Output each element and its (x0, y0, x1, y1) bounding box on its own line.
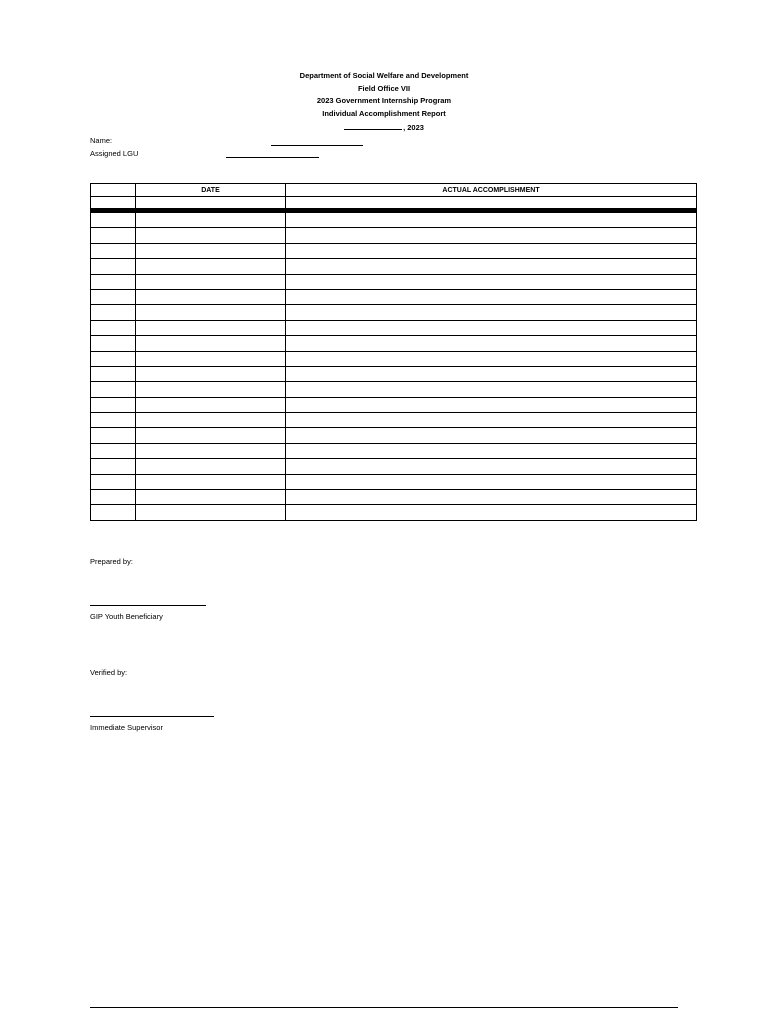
date-cell[interactable] (136, 289, 286, 304)
table-header-row (91, 184, 697, 197)
accomplishment-cell[interactable] (286, 274, 697, 289)
row-number-cell[interactable] (91, 459, 136, 474)
table-row (91, 259, 697, 274)
row-number-cell[interactable] (91, 474, 136, 489)
date-cell[interactable] (136, 305, 286, 320)
footer-rule (90, 1007, 678, 1008)
date-cell[interactable] (136, 490, 286, 505)
table-row (91, 336, 697, 351)
table-row (91, 397, 697, 412)
table-body (91, 197, 697, 521)
table-row (91, 243, 697, 258)
accomplishment-cell[interactable] (286, 305, 697, 320)
date-cell[interactable] (136, 443, 286, 458)
date-cell[interactable] (136, 397, 286, 412)
date-cell[interactable] (136, 428, 286, 443)
date-cell[interactable] (136, 413, 286, 428)
table-row (91, 305, 697, 320)
table-row (91, 490, 697, 505)
row-number-cell[interactable] (91, 397, 136, 412)
accomplishment-cell[interactable] (286, 289, 697, 304)
prepared-role: GIP Youth Beneficiary (90, 612, 163, 621)
report-year: , 2023 (403, 122, 424, 132)
accomplishment-cell[interactable] (286, 366, 697, 381)
date-cell[interactable] (136, 211, 286, 228)
date-cell[interactable] (136, 505, 286, 520)
row-number-cell[interactable] (91, 490, 136, 505)
column-header-date: DATE (136, 184, 286, 197)
accomplishment-cell[interactable] (286, 228, 697, 243)
verified-signature-line[interactable] (90, 716, 214, 717)
table-row (91, 320, 697, 335)
accomplishment-cell[interactable] (286, 505, 697, 520)
date-cell[interactable] (136, 274, 286, 289)
date-cell[interactable] (136, 366, 286, 381)
accomplishment-cell[interactable] (286, 474, 697, 489)
row-number-cell[interactable] (91, 443, 136, 458)
table-row (91, 459, 697, 474)
row-number-cell[interactable] (91, 428, 136, 443)
accomplishment-cell[interactable] (286, 243, 697, 258)
row-number-cell[interactable] (91, 351, 136, 366)
table-row (91, 366, 697, 381)
table-row (91, 413, 697, 428)
row-number-cell[interactable] (91, 320, 136, 335)
table-row (91, 382, 697, 397)
row-number-cell[interactable] (91, 228, 136, 243)
date-cell[interactable] (136, 382, 286, 397)
accomplishment-cell[interactable] (286, 197, 697, 211)
name-label: Name: (90, 136, 113, 145)
date-cell[interactable] (136, 320, 286, 335)
verified-role: Immediate Supervisor (90, 723, 163, 732)
accomplishment-cell[interactable] (286, 428, 697, 443)
table-row (91, 274, 697, 289)
lgu-label: Assigned LGU (90, 149, 139, 158)
table-row (91, 428, 697, 443)
table-row (91, 474, 697, 489)
date-cell[interactable] (136, 351, 286, 366)
row-number-cell[interactable] (91, 197, 136, 211)
accomplishment-cell[interactable] (286, 211, 697, 228)
accomplishment-cell[interactable] (286, 443, 697, 458)
prepared-signature-line[interactable] (90, 605, 206, 606)
report-title: Individual Accomplishment Report (322, 109, 446, 119)
accomplishment-cell[interactable] (286, 320, 697, 335)
table-row (91, 228, 697, 243)
table-row (91, 211, 697, 228)
accomplishment-cell[interactable] (286, 490, 697, 505)
row-number-cell[interactable] (91, 289, 136, 304)
row-number-cell[interactable] (91, 413, 136, 428)
row-number-cell[interactable] (91, 305, 136, 320)
row-number-cell[interactable] (91, 382, 136, 397)
accomplishment-cell[interactable] (286, 351, 697, 366)
table-row (91, 197, 697, 211)
table-row (91, 351, 697, 366)
accomplishment-cell[interactable] (286, 413, 697, 428)
table-row (91, 443, 697, 458)
field-office-title: Field Office VII (357, 83, 411, 93)
row-number-cell[interactable] (91, 505, 136, 520)
row-number-cell[interactable] (91, 336, 136, 351)
date-cell[interactable] (136, 243, 286, 258)
accomplishment-cell[interactable] (286, 397, 697, 412)
table-row (91, 289, 697, 304)
row-number-cell[interactable] (91, 274, 136, 289)
accomplishment-cell[interactable] (286, 459, 697, 474)
program-title: 2023 Government Internship Program (316, 96, 452, 106)
row-number-cell[interactable] (91, 259, 136, 274)
accomplishment-cell[interactable] (286, 336, 697, 351)
date-cell[interactable] (136, 259, 286, 274)
department-title: Department of Social Welfare and Development (299, 71, 469, 80)
row-number-cell[interactable] (91, 211, 136, 228)
accomplishment-cell[interactable] (286, 259, 697, 274)
date-cell[interactable] (136, 459, 286, 474)
column-header-number (91, 184, 136, 197)
row-number-cell[interactable] (91, 243, 136, 258)
column-header-accomplishment: ACTUAL ACCOMPLISHMENT (286, 184, 697, 197)
date-cell[interactable] (136, 197, 286, 211)
prepared-by-label: Prepared by: (90, 557, 133, 566)
date-cell[interactable] (136, 228, 286, 243)
accomplishment-cell[interactable] (286, 382, 697, 397)
table-row (91, 505, 697, 520)
report-header (0, 70, 768, 135)
row-number-cell[interactable] (91, 366, 136, 381)
accomplishment-table (90, 183, 697, 521)
date-cell[interactable] (136, 336, 286, 351)
report-date (0, 121, 768, 135)
date-cell[interactable] (136, 474, 286, 489)
verified-by-label: Verified by: (90, 668, 128, 677)
lgu-field[interactable] (226, 157, 319, 158)
name-field[interactable] (271, 145, 363, 146)
date-blank-line[interactable] (344, 121, 402, 130)
